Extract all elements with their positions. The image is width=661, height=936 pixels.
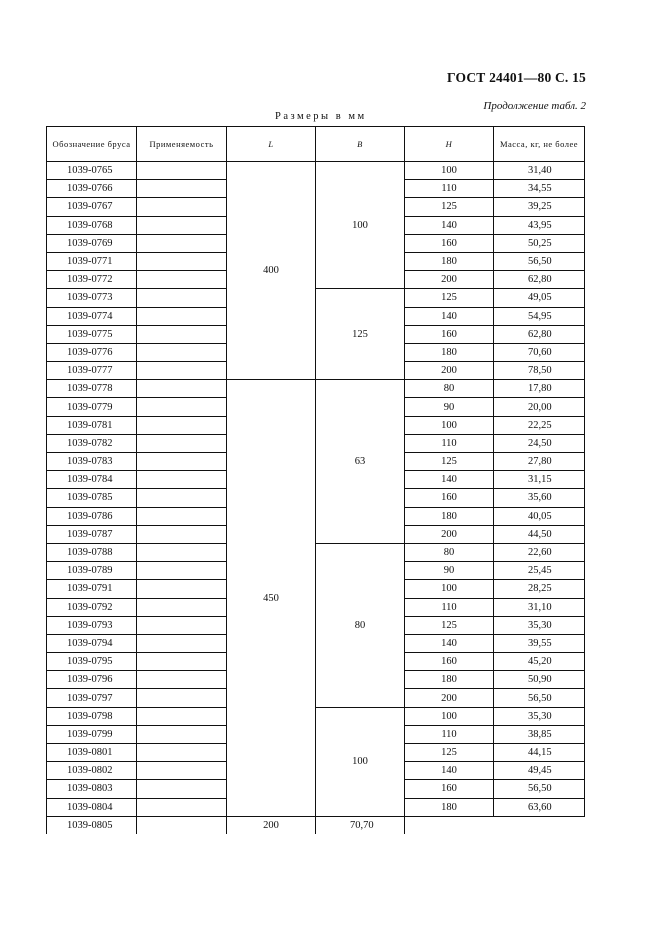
mass-cell: 39,25 [494, 198, 585, 216]
mass-cell: 17,80 [494, 380, 585, 398]
bar-code-cell: 1039-0791 [47, 580, 137, 598]
application-cell [137, 543, 227, 561]
height-H-cell: 160 [405, 325, 494, 343]
height-H-cell: 100 [405, 707, 494, 725]
application-cell [137, 562, 227, 580]
mass-cell: 62,80 [494, 325, 585, 343]
bar-code-cell: 1039-0766 [47, 180, 137, 198]
application-cell [137, 198, 227, 216]
table-row [47, 816, 585, 834]
height-H-cell: 90 [405, 562, 494, 580]
mass-cell: 56,50 [494, 780, 585, 798]
height-H-cell: 140 [405, 216, 494, 234]
application-cell [137, 507, 227, 525]
mass-cell: 34,55 [494, 180, 585, 198]
application-cell [137, 671, 227, 689]
length-L-cell: 400 [227, 162, 316, 380]
bar-code-cell: 1039-0803 [47, 780, 137, 798]
width-B-cell: 100 [316, 162, 405, 289]
mass-cell: 70,70 [316, 816, 405, 834]
application-cell [137, 653, 227, 671]
application-cell [137, 634, 227, 652]
application-cell [137, 744, 227, 762]
mass-cell: 39,55 [494, 634, 585, 652]
application-cell [137, 362, 227, 380]
mass-cell: 56,50 [494, 689, 585, 707]
dimensions-caption: Размеры в мм [275, 111, 367, 122]
bar-code-cell: 1039-0774 [47, 307, 137, 325]
table-row [47, 707, 585, 725]
height-H-cell: 125 [405, 289, 494, 307]
mass-cell: 31,40 [494, 162, 585, 180]
height-H-cell: 140 [405, 471, 494, 489]
height-H-cell: 140 [405, 307, 494, 325]
mass-cell: 40,05 [494, 507, 585, 525]
mass-cell: 35,30 [494, 616, 585, 634]
mass-cell: 50,25 [494, 234, 585, 252]
application-cell [137, 325, 227, 343]
width-B-cell: 125 [316, 289, 405, 380]
bar-code-cell: 1039-0802 [47, 762, 137, 780]
bar-code-cell: 1039-0771 [47, 252, 137, 270]
bar-code-cell: 1039-0783 [47, 453, 137, 471]
bar-code-cell: 1039-0794 [47, 634, 137, 652]
height-H-cell: 180 [405, 252, 494, 270]
width-B-cell: 80 [316, 543, 405, 707]
application-cell [137, 307, 227, 325]
height-H-cell: 110 [405, 180, 494, 198]
application-cell [137, 398, 227, 416]
mass-cell: 27,80 [494, 453, 585, 471]
application-cell [137, 380, 227, 398]
bar-code-cell: 1039-0796 [47, 671, 137, 689]
height-H-cell: 110 [405, 434, 494, 452]
bar-code-cell: 1039-0775 [47, 325, 137, 343]
mass-cell: 54,95 [494, 307, 585, 325]
bar-code-cell: 1039-0792 [47, 598, 137, 616]
application-cell [137, 707, 227, 725]
height-H-cell: 180 [405, 507, 494, 525]
mass-cell: 43,95 [494, 216, 585, 234]
height-H-cell: 125 [405, 198, 494, 216]
height-H-cell: 160 [405, 653, 494, 671]
application-cell [137, 416, 227, 434]
table-row [47, 380, 585, 398]
bar-code-cell: 1039-0767 [47, 198, 137, 216]
bar-code-cell: 1039-0788 [47, 543, 137, 561]
application-cell [137, 471, 227, 489]
height-H-cell: 180 [405, 343, 494, 361]
column-header-application: Применяемость [137, 127, 227, 162]
application-cell [137, 343, 227, 361]
bar-code-cell: 1039-0805 [47, 816, 137, 834]
application-cell [137, 434, 227, 452]
application-cell [137, 580, 227, 598]
bar-code-cell: 1039-0765 [47, 162, 137, 180]
height-H-cell: 100 [405, 416, 494, 434]
mass-cell: 44,50 [494, 525, 585, 543]
bar-code-cell: 1039-0793 [47, 616, 137, 634]
height-H-cell: 200 [227, 816, 316, 834]
column-header-H: H [405, 127, 494, 162]
table-row [47, 543, 585, 561]
mass-cell: 50,90 [494, 671, 585, 689]
height-H-cell: 100 [405, 580, 494, 598]
bar-code-cell: 1039-0776 [47, 343, 137, 361]
application-cell [137, 453, 227, 471]
application-cell [137, 216, 227, 234]
height-H-cell: 125 [405, 744, 494, 762]
mass-cell: 70,60 [494, 343, 585, 361]
mass-cell: 31,15 [494, 471, 585, 489]
mass-cell: 20,00 [494, 398, 585, 416]
height-H-cell: 160 [405, 489, 494, 507]
width-B-cell: 100 [316, 707, 405, 816]
application-cell [137, 616, 227, 634]
height-H-cell: 125 [405, 453, 494, 471]
bar-code-cell: 1039-0781 [47, 416, 137, 434]
mass-cell: 24,50 [494, 434, 585, 452]
application-cell [137, 252, 227, 270]
application-cell [137, 816, 227, 834]
height-H-cell: 100 [405, 162, 494, 180]
bar-code-cell: 1039-0784 [47, 471, 137, 489]
height-H-cell: 140 [405, 762, 494, 780]
bar-code-cell: 1039-0773 [47, 289, 137, 307]
mass-cell: 56,50 [494, 252, 585, 270]
bar-code-cell: 1039-0795 [47, 653, 137, 671]
application-cell [137, 180, 227, 198]
mass-cell: 63,60 [494, 798, 585, 816]
height-H-cell: 180 [405, 798, 494, 816]
height-H-cell: 180 [405, 671, 494, 689]
height-H-cell: 90 [405, 398, 494, 416]
mass-cell: 22,25 [494, 416, 585, 434]
mass-cell: 35,30 [494, 707, 585, 725]
height-H-cell: 125 [405, 616, 494, 634]
application-cell [137, 289, 227, 307]
height-H-cell: 80 [405, 543, 494, 561]
column-header-code: Обозначение бруса [47, 127, 137, 162]
bar-code-cell: 1039-0804 [47, 798, 137, 816]
height-H-cell: 140 [405, 634, 494, 652]
height-H-cell: 200 [405, 689, 494, 707]
application-cell [137, 271, 227, 289]
height-H-cell: 160 [405, 234, 494, 252]
mass-cell: 31,10 [494, 598, 585, 616]
bar-code-cell: 1039-0778 [47, 380, 137, 398]
bar-code-cell: 1039-0785 [47, 489, 137, 507]
bar-code-cell: 1039-0798 [47, 707, 137, 725]
height-H-cell: 110 [405, 598, 494, 616]
mass-cell: 49,45 [494, 762, 585, 780]
bar-code-cell: 1039-0779 [47, 398, 137, 416]
bar-code-cell: 1039-0772 [47, 271, 137, 289]
bar-code-cell: 1039-0797 [47, 689, 137, 707]
mass-cell: 38,85 [494, 725, 585, 743]
mass-cell: 49,05 [494, 289, 585, 307]
table-body [47, 162, 585, 834]
application-cell [137, 234, 227, 252]
mass-cell: 28,25 [494, 580, 585, 598]
bar-code-cell: 1039-0768 [47, 216, 137, 234]
table-row [47, 289, 585, 307]
height-H-cell: 200 [405, 271, 494, 289]
application-cell [137, 780, 227, 798]
mass-cell: 22,60 [494, 543, 585, 561]
page-header: ГОСТ 24401—80 С. 15 [447, 70, 586, 85]
bar-code-cell: 1039-0799 [47, 725, 137, 743]
mass-cell: 62,80 [494, 271, 585, 289]
length-L-cell: 450 [227, 380, 316, 817]
mass-cell: 45,20 [494, 653, 585, 671]
table-header-row [47, 127, 585, 162]
application-cell [137, 598, 227, 616]
bar-code-cell: 1039-0769 [47, 234, 137, 252]
bar-code-cell: 1039-0787 [47, 525, 137, 543]
bar-code-cell: 1039-0789 [47, 562, 137, 580]
bar-code-cell: 1039-0786 [47, 507, 137, 525]
mass-cell: 25,45 [494, 562, 585, 580]
bar-code-cell: 1039-0801 [47, 744, 137, 762]
column-header-B: B [316, 127, 405, 162]
height-H-cell: 160 [405, 780, 494, 798]
column-header-mass: Масса, кг, не более [494, 127, 585, 162]
table-continuation-note: Продолжение табл. 2 [483, 100, 586, 112]
mass-cell: 35,60 [494, 489, 585, 507]
application-cell [137, 725, 227, 743]
table-row [47, 162, 585, 180]
bar-code-cell: 1039-0782 [47, 434, 137, 452]
application-cell [137, 798, 227, 816]
height-H-cell: 200 [405, 362, 494, 380]
height-H-cell: 80 [405, 380, 494, 398]
mass-cell: 44,15 [494, 744, 585, 762]
mass-cell: 78,50 [494, 362, 585, 380]
width-B-cell: 63 [316, 380, 405, 544]
column-header-L: L [227, 127, 316, 162]
bar-dimensions-table [46, 126, 585, 834]
height-H-cell: 110 [405, 725, 494, 743]
application-cell [137, 489, 227, 507]
height-H-cell: 200 [405, 525, 494, 543]
application-cell [137, 689, 227, 707]
application-cell [137, 525, 227, 543]
bar-code-cell: 1039-0777 [47, 362, 137, 380]
application-cell [137, 762, 227, 780]
application-cell [137, 162, 227, 180]
